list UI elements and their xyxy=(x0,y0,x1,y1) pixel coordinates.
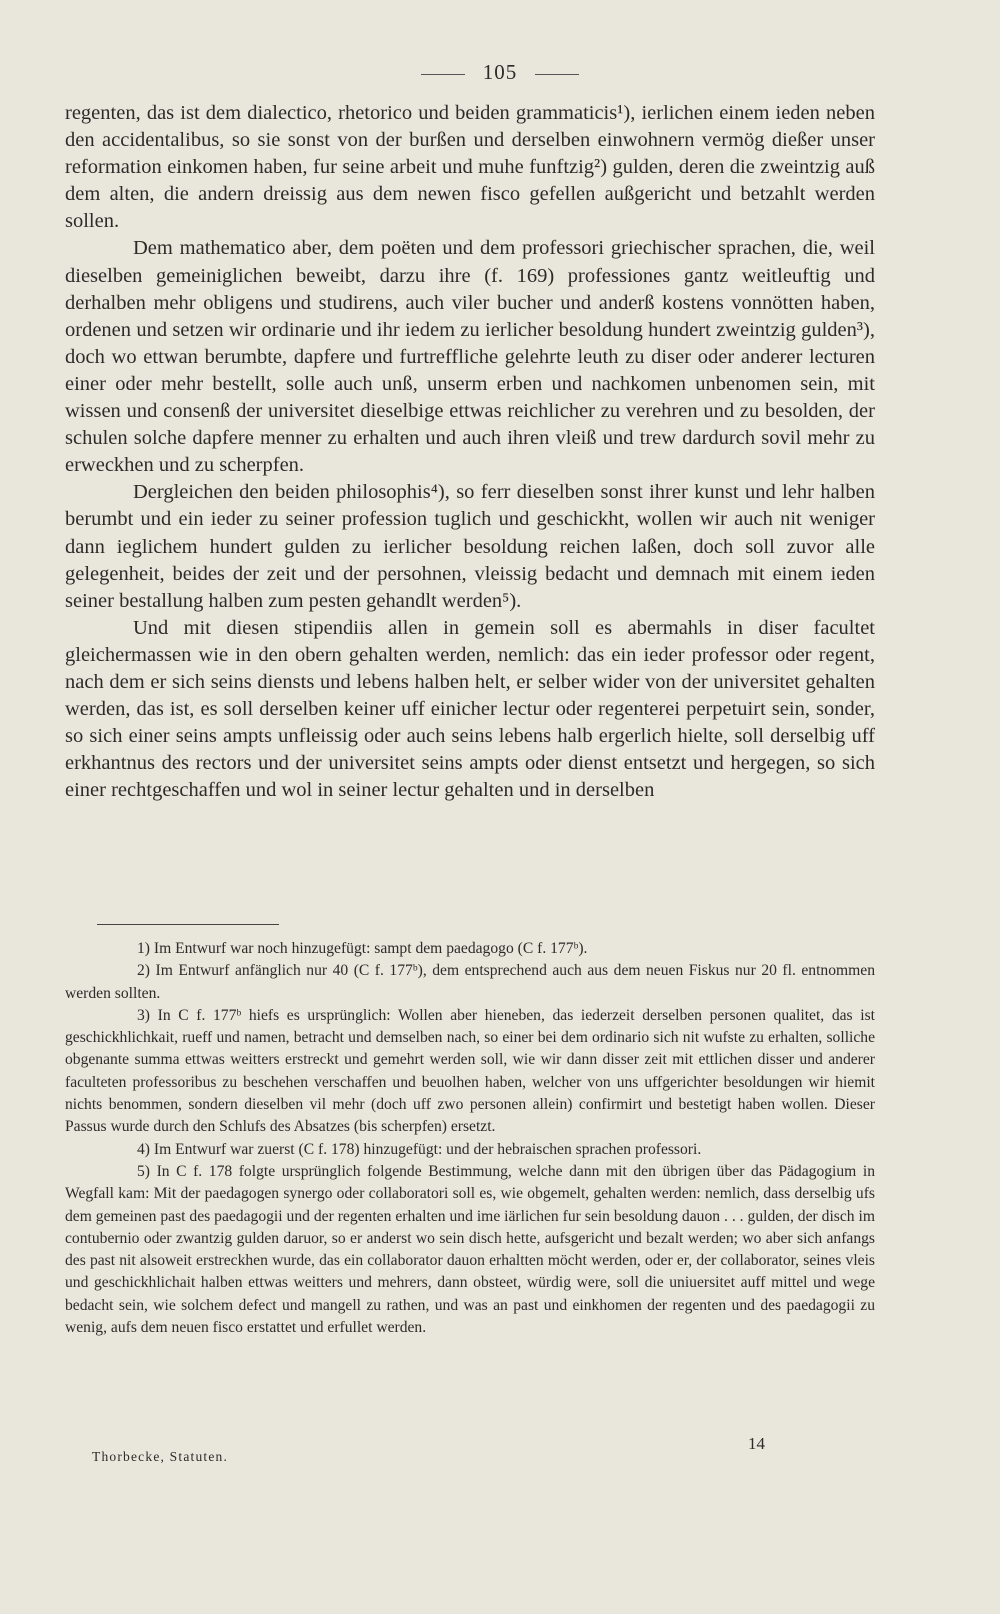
paragraph-2: Dem mathematico aber, dem poëten und dem professori griechischer sprachen, die, weil dieselben gemeiniglichen beweibt, darzu ihre (f. 169) professiones gantz weitleuftig und derhalben mehr obligens und studirens, auch viler bucher und anderß kostens vonnötten haben, ordenen und setzen wir ordinarie und ihr iedem zu ierlicher besoldung hundert zweintzig gulden³), doch wo ettwan berumbte, dapfere und furtreffliche gelehrte leuth zu diser oder anderer lecturen einer oder mehr bestellt, solle auch unß, unserm erben und nachkomen unbenomen sein, mit wissen und consenß der universitet dieselbige ettwas reichlicher zu verehren und zu besolden, der schulen solche dapfere menner zu erhalten und auch ihren vleiß und trew dardurch sovil mehr zu erweckhen und zu scherpfen. xyxy=(65,237,875,477)
header-dash-right xyxy=(535,74,579,75)
paragraph-3: Dergleichen den beiden philosophis⁴), so ferr dieselben sonst ihrer kunst und lehr halben berumbt und ein ieder zu seiner profession tuglich und geschickht, wollen wir auch nit weniger dann ieglichem hundert gulden zu ierlicher besoldung reichen laßen, doch soll zuvor alle gelegenheit, beides der zeit und der persohnen, vleissig bedacht und demnach mit einem ieden seiner bestallung halben zum pesten gehandlt werden⁵). xyxy=(65,481,875,612)
page-header xyxy=(0,60,1000,85)
page-number: 105 xyxy=(482,60,518,84)
footnote-divider xyxy=(97,924,279,925)
main-text xyxy=(65,100,875,804)
footnote-1: 1) Im Entwurf war noch hinzugefügt: sampt dem paedagogo (C f. 177ᵇ). xyxy=(137,940,588,957)
signature-number: 14 xyxy=(748,1434,765,1453)
header-dash-left xyxy=(421,74,465,75)
footnotes xyxy=(65,938,875,1339)
paragraph-1: regenten, das ist dem dialectico, rhetorico und beiden grammaticis¹), ierlichen einem ieden neben den accidentalibus, so sie sonst von der burßen und derselben einwohnern vermög dießer unser reformation einkomen haben, fur seine arbeit und muhe funftzig²) gulden, deren die zweintzig auß dem alten, die andern dreissig aus dem newen fisco gefellen außgericht und betzahlt werden sollen. xyxy=(65,102,875,233)
footnote-4: 4) Im Entwurf war zuerst (C f. 178) hinzugefügt: und der hebraischen sprachen professori. xyxy=(137,1140,702,1158)
footnote-3: 3) In C f. 177ᵇ hiefs es ursprünglich: Wollen aber hieneben, das iederzeit derselben personen qualitet, das ist geschickhlichkait, rueff und namen, betracht und demselben nach, so einer bei dem ordinario sich nit wufste zu erhalten, solliche obgenante summa ettwas weitters erstreckt und gemehrt werden soll, wie wir dann disser zeit mit ettlichen disser und anderer faculteten professoribus zu beschehen verschaffen und beuolhen haben, welcher von uns uffgerichter besoldungen wir hiemit nichts benommen, sondern dieselben vil mehr (doch uff zwo personen allein) confirmirt und bestetigt haben wollen. Dieser Passus wurde durch den Schlufs des Absatzes (bis scherpfen) ersetzt. xyxy=(65,1006,875,1136)
footnote-2: 2) Im Entwurf anfänglich nur 40 (C f. 177ᵇ), dem entsprechend auch aus dem neuen Fiskus nur 20 fl. entnommen werden sollten. xyxy=(65,962,875,1002)
footnote-5: 5) In C f. 178 folgte ursprünglich folgende Bestimmung, welche dann mit den übrigen über das Pädagogium in Wegfall kam: Mit der paedagogen synergo oder collaboratori soll es, wie obgemelt, gehalten werden: nemlich, dass derselbig ufs dem gemeinen past des paedagogii und der regenten erhalten und ime iärlichen fur sein besoldung dauon . . . gulden, der disch im contubernio oder zwantzig gulden daruor, so er anderst wo sein disch hette, aufsgericht und bezalt werden; wo aber sich anfangs des past nit alsoweit erstreckhen wurde, das ein collaborator dauon erhaltten möcht werden, oder er, der collaborator, seines vleis und geschickhlichait halben ettwas weitters und mehrers, dann obsteet, würdig were, soll die uniuersitet auff mittel und wege bedacht sein, wie solchem defect und mangell zu rathen, und was an past und einkhomen der regenten und des paedagogii zu wenig, aufs dem neuen fisco erstattet und erfullet werden. xyxy=(65,1162,875,1337)
signature-mark: Thorbecke, Statuten. xyxy=(92,1449,229,1464)
paragraph-4: Und mit diesen stipendiis allen in gemein soll es abermahls in diser facultet gleichermassen wie in den obern gehalten werden, nemlich: das ein ieder professor oder regent, nach dem er sich seins diensts und lebens halben helt, er selber wider von der universitet gehalten werden, das ist, es soll derselben keiner uff einicher lectur oder regenterei perpetuirt sein, sonder, so sich einer seins ampts unfleissig oder auch seins lebens halb ergerlich hielte, soll derselbig uff erkhantnus des rectors und der universitet seins ampts oder dienst entsetzt und hergegen, so sich einer rechtgeschaffen und wol in seiner lectur gehalten und in derselben xyxy=(65,616,875,802)
